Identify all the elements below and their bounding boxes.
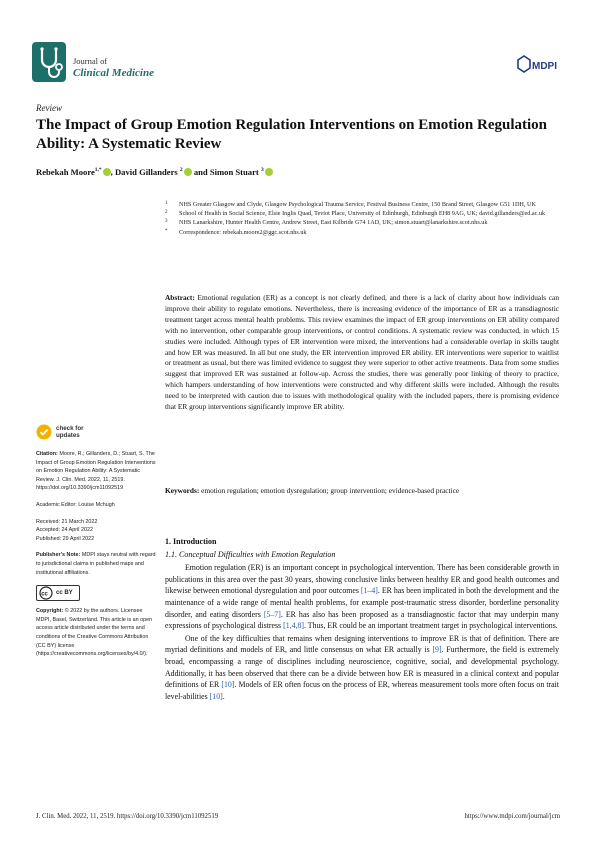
affiliation-item: 1 NHS Greater Glasgow and Clyde, Glasgow Psychological Trauma Service, Festival Business Centre, 150 Brand Street, Glasgow G51 1DH, UK [165,201,536,208]
author-affil-mark: 2 [179,167,183,174]
journal-header [32,42,562,86]
correspondence: * Correspondence: rebekah.moore2@ggc.scot.nhs.uk [165,228,307,236]
publisher-note: Publisher’s Note: MDPI stays neutral with regard to jurisdictional claims in published maps and institutional affiliations. [36,552,156,576]
academic-editor: Academic Editor: Louise Mchugh [36,501,115,508]
citation-link[interactable]: [1,4,8] [283,621,304,631]
orcid-icon[interactable] [103,168,111,176]
citation-link[interactable]: [5–7] [263,609,281,619]
abstract [165,293,559,413]
footer-journal-url[interactable]: https://www.mdpi.com/journal/jcm [464,813,560,820]
cc-logo-text: cc BY [56,589,73,596]
journal-of-label: Journal of [73,56,108,66]
citation-link[interactable]: [10] [209,691,223,701]
check-updates-label: check for updates [56,425,84,439]
affiliation-item: 2 School of Health in Social Science, Elsie Inglis Quad, Teviot Place, University of Edinburgh, Edinburgh EH8 9AG, UK; david.gillanders@ed.ac.uk [165,210,546,218]
cc-by-license-icon[interactable] [36,585,80,601]
subsection-heading: 1.1. Conceptual Difficulties with Emotion Regulation [165,549,336,559]
author-separator: , [110,167,115,177]
author-separator: and [191,167,210,177]
body-paragraph: One of the key difficulties that remains when designing interventions to improve ER is that of definition. There are myriad definitions and models of ER, and little consensus on what ER actually is [9]. Furthermore, the field is extremely broad, encompassing a range of disciplines including neuroscience, cognitive, social, and developmental psychology. Additionally, it has been observed that there can be a divide between how ER is measured in a clinical context and popular definitions of ER [10]. Models of ER often focus on the process of ER, whereas measurement tools more often focus on trait level-abilities [10]. [165,633,560,701]
author-name: Rebekah Moore [36,167,95,177]
published-date: Published: 29 April 2022 [36,535,95,542]
author-name: Simon Stuart [209,167,259,177]
footer-citation: J. Clin. Med. 2022, 11, 2519. https://doi.org/10.3390/jcm11092519 [36,813,219,820]
abstract-label: Abstract: [165,293,195,302]
received-date: Received: 21 March 2022 [36,518,98,525]
orcid-icon[interactable] [265,168,273,176]
affiliation-item: 3 NHS Lanarkshire, Hunter Health Centre, Andrew Street, East Kilbride G74 1AD, UK; simon.stuart@lanarkshire.scot.nhs.uk [165,219,488,227]
article-type: Review [36,103,62,113]
paper-title: The Impact of Group Emotion Regulation Interventions on Emotion Regulation Ability: A Systematic Review [36,117,548,152]
citation-block: Citation: Moore, R.; Gillanders, D.; Stuart, S. The Impact of Group Emotion Regulation Interventions on Emotion Regulation Ability: A Systematic Review. J. Clin. Med. 2022, 11, 2519. https://doi.org/10.3390/jcm11092519 [36,451,156,492]
citation-link[interactable]: [9] [432,645,442,655]
dates-block [36,518,156,544]
author-affil-mark: 3 [260,167,264,174]
main-body [165,536,559,703]
abstract-text: Emotional regulation (ER) as a concept is not clearly defined, and there is a lack of clarity about how individuals can improve their ability to regulate emotions. Nevertheless, there is increasing evidence of the importance of ER as a transdiagnostic treatment target across mental health problems. This review examines the impact of ER group interventions on ER ability compared with no intervention, other comparable group interventions, or control conditions. A systematic review was conducted, in which 15 studies were included. Although types of ER intervention were mixed, the interventions had a considerable overlap in skills taught and how ER was measured. In all but one study, the ER intervention improved ER ability. ER interventions were superior to waitlist or treatment as usual, but there was limited evidence to suggest they were superior to other active treatments. Data from some studies suggest that improved ER was sustained at follow-up. Across the studies, there was generally poor linking of theory to practice, which hampers understanding of how interventions were constructed and why different skills were included. Although the results need to be interpreted with caution due to issues with methodological quality with the included papers, there is promising evidence that ER group interventions significantly improve ER ability. [165,293,559,412]
affiliations [165,200,557,237]
keywords-label: Keywords: [165,486,200,495]
orcid-icon[interactable] [184,168,192,176]
author-name: David Gillanders [114,167,178,177]
publisher-logo-text: MDPI [532,61,557,72]
check-for-updates-button[interactable] [36,424,156,440]
author-list [36,167,556,177]
author-affil-mark: 1,* [94,167,102,174]
article-sidebar [36,424,156,667]
stethoscope-icon [32,42,66,82]
keywords [165,486,559,497]
body-paragraph: Emotion regulation (ER) is an important concept in psychological intervention. There has been considerable growth in publications in this area over the past 30 years, showing conclusive links between healthy ER and good health outcomes and likewise between emotional dysregulation and poor outcomes [1–4]. ER has been implicated in both the development and the maintenance of a wide range of mental health problems, for example post-traumatic stress disorder, borderline personality disorder, and eating disorders [5–7]. ER has also has been proposed as a transdiagnostic factor that may underpin many expressions of psychological distress [1,4,8]. Thus, ER could be an important treatment target in psychological interventions. [165,563,559,631]
keywords-text: emotion regulation; emotion dysregulation; group intervention; evidence-based practice [201,486,460,495]
journal-name: Clinical Medicine [73,67,154,79]
mdpi-logo-icon [516,54,562,76]
svg-text:cc: cc [41,591,48,598]
creative-commons-icon [39,586,53,600]
copyright-block: Copyright: © 2022 by the authors. Licensee MDPI, Basel, Switzerland. This article is an open access article distributed under the terms and conditions of the Creative Commons Attribution (CC BY) license (https://creativecommons.org/licenses/by/4.0/). [36,608,153,658]
check-updates-icon [36,424,52,440]
section-heading: 1. Introduction [165,537,217,546]
citation-link[interactable]: [1–4] [360,586,378,596]
citation-link[interactable]: [10] [221,680,235,690]
accepted-date: Accepted: 24 April 2022 [36,527,93,534]
